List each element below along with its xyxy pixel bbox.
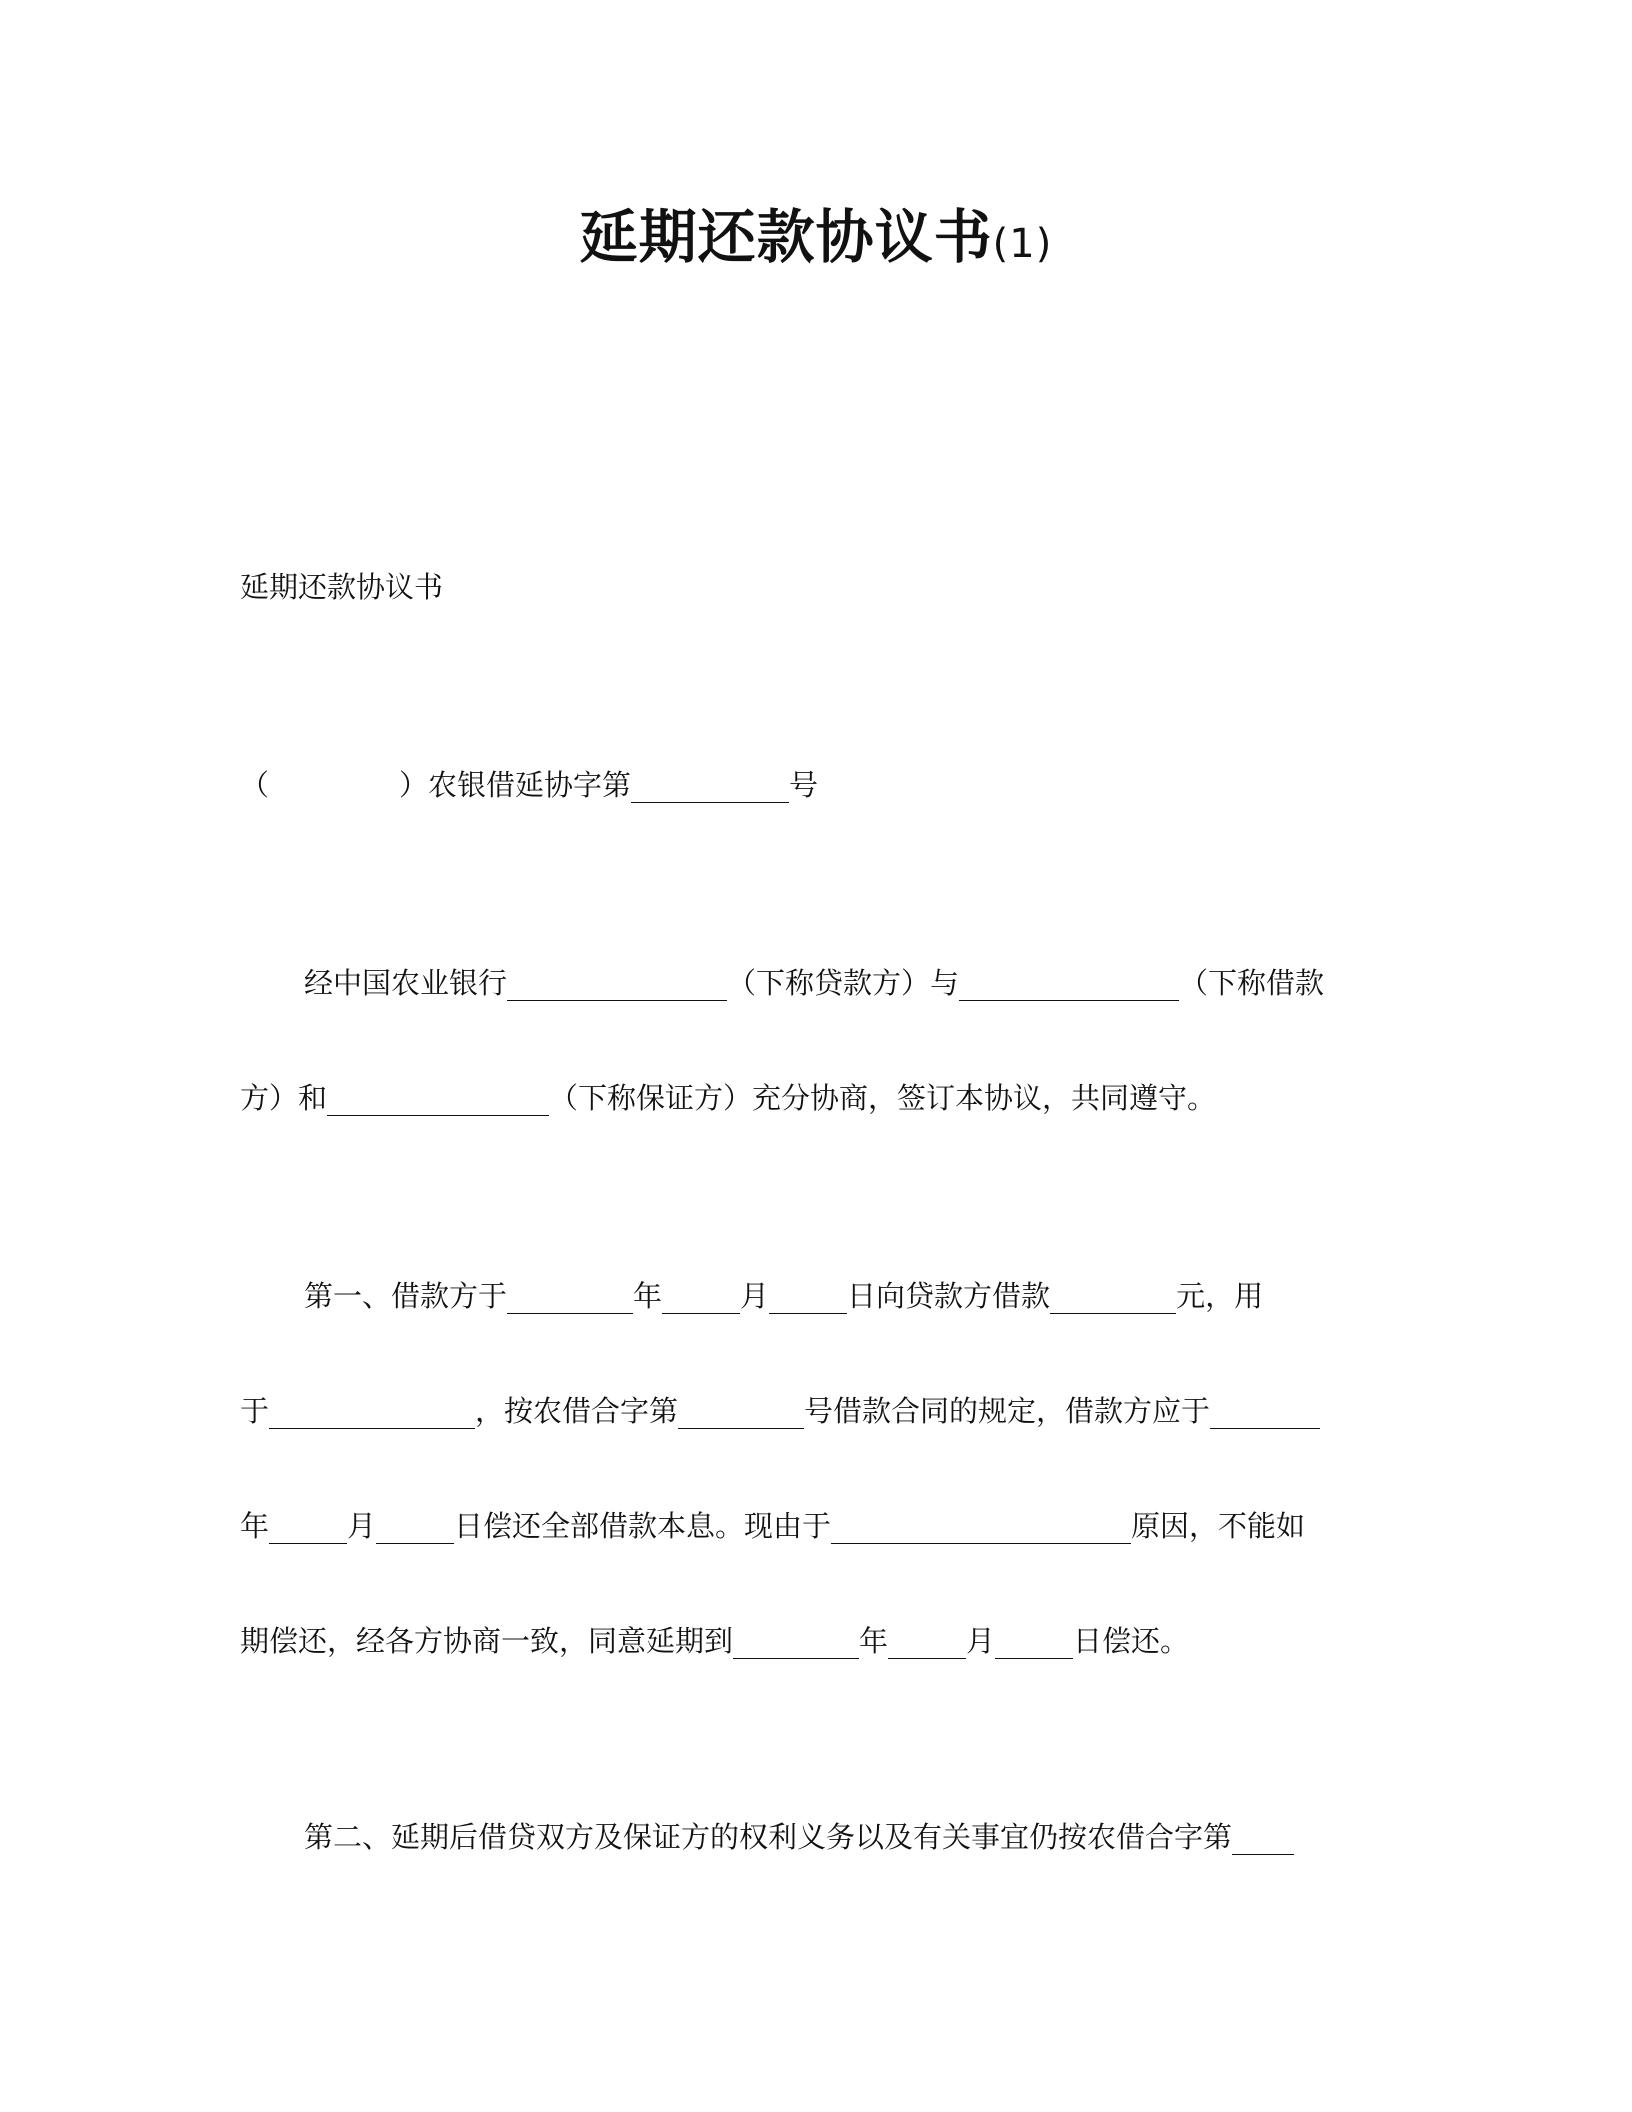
clause1-text-l: 原因，不能如 — [1131, 1509, 1306, 1543]
blank-clause2-contract[interactable] — [1232, 1822, 1294, 1855]
clause1-text-a: 第一、借款方于 — [304, 1279, 508, 1313]
blank-delay-reason[interactable] — [831, 1511, 1131, 1544]
blank-borrower[interactable] — [959, 968, 1179, 1001]
blank-loan-amount[interactable] — [1050, 1281, 1176, 1314]
clause1-text-year: 年 — [633, 1279, 663, 1313]
clause2-text: 第二、延期后借贷双方及保证方的权利义务以及有关事宜仍按农借合字第 — [304, 1820, 1233, 1854]
clause1-text-f: 于 — [240, 1394, 270, 1428]
clause1-text-month: 月 — [740, 1279, 770, 1313]
clause1-line4 — [240, 1621, 1189, 1661]
clause1-text-p: 日偿还。 — [1073, 1624, 1190, 1658]
blank-due-year[interactable] — [1210, 1396, 1320, 1429]
number-line — [240, 765, 818, 805]
para1-text-a: 经中国农业银行 — [304, 966, 508, 1000]
number-suffix: 号 — [789, 768, 819, 802]
para1-line1 — [304, 963, 1324, 1003]
document-title — [0, 190, 1632, 274]
clause1-text-m: 期偿还，经各方协商一致，同意延期到 — [240, 1624, 734, 1658]
para1-line2 — [240, 1078, 1216, 1118]
blank-new-year[interactable] — [733, 1626, 859, 1659]
clause1-text-h: 号借款合同的规定，借款方应于 — [804, 1394, 1211, 1428]
clause1-text-i: 年 — [240, 1509, 270, 1543]
blank-loan-day[interactable] — [769, 1281, 847, 1314]
clause1-line3 — [240, 1506, 1305, 1546]
clause1-text-k: 日偿还全部借款本息。现由于 — [454, 1509, 832, 1543]
title-suffix: (1) — [992, 221, 1053, 267]
blank-loan-year[interactable] — [507, 1281, 633, 1314]
blank-due-day[interactable] — [376, 1511, 454, 1544]
para1-text-e: （下称保证方）充分协商，签订本协议，共同遵守。 — [549, 1081, 1217, 1115]
blank-due-month[interactable] — [269, 1511, 347, 1544]
clause1-text-e: 元，用 — [1176, 1279, 1264, 1313]
blank-contract-number[interactable] — [678, 1396, 804, 1429]
blank-new-day[interactable] — [995, 1626, 1073, 1659]
blank-loan-month[interactable] — [662, 1281, 740, 1314]
blank-lender-branch[interactable] — [507, 968, 727, 1001]
blank-number[interactable] — [631, 770, 789, 803]
open-paren: （ — [240, 768, 270, 802]
blank-guarantor[interactable] — [327, 1083, 549, 1116]
number-line-text: ）农银借延协字第 — [399, 768, 632, 802]
clause1-line2 — [240, 1391, 1320, 1431]
clause1-text-o: 月 — [966, 1624, 996, 1658]
clause1-text-j: 月 — [347, 1509, 377, 1543]
blank-loan-purpose[interactable] — [269, 1396, 475, 1429]
subtitle: 延期还款协议书 — [240, 570, 444, 604]
clause2-line1 — [304, 1817, 1294, 1857]
blank-new-month[interactable] — [888, 1626, 966, 1659]
clause1-text-g: ，按农借合字第 — [475, 1394, 679, 1428]
para1-text-b: （下称贷款方）与 — [727, 966, 960, 1000]
clause1-text-d: 日向贷款方借款 — [847, 1279, 1051, 1313]
title-main: 延期还款协议书 — [579, 203, 993, 271]
para1-text-c: （下称借款 — [1179, 966, 1325, 1000]
para1-text-d: 方）和 — [240, 1081, 328, 1115]
clause1-line1 — [304, 1276, 1263, 1316]
clause1-text-n: 年 — [859, 1624, 889, 1658]
